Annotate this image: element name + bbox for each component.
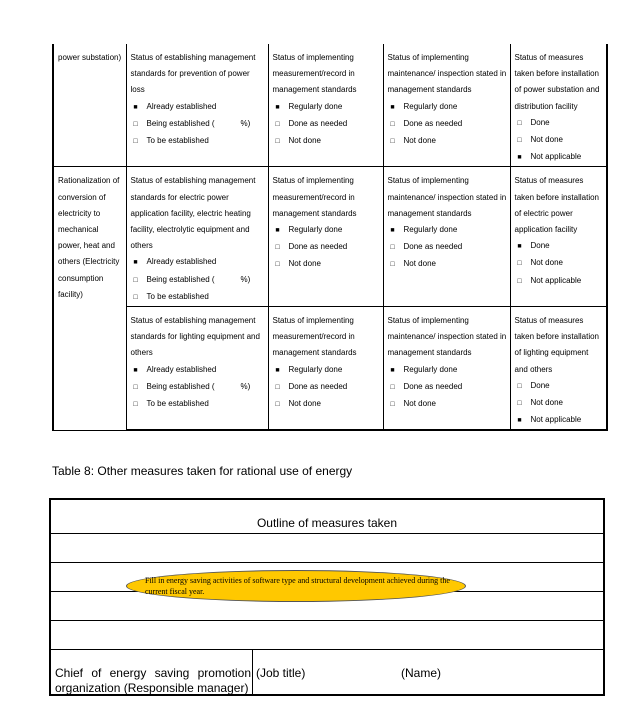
cell-question: Status of establishing management standards for lighting equipment and others <box>130 316 260 358</box>
status-cell <box>268 44 383 167</box>
checkbox-option[interactable] <box>273 99 380 116</box>
name-field: (Name) <box>401 666 442 680</box>
option-label: Done as needed <box>288 118 348 128</box>
unchecked-box-icon[interactable]: □ <box>275 138 280 146</box>
table-row <box>53 167 607 307</box>
checkbox-option[interactable] <box>273 362 380 379</box>
unchecked-box-icon[interactable]: □ <box>275 261 280 269</box>
option-label: Regularly done <box>288 225 343 235</box>
cell-question: Status of implementing measurement/record in management standards <box>272 53 357 95</box>
checkbox-option[interactable] <box>131 133 265 150</box>
checked-box-icon[interactable]: ■ <box>275 366 280 374</box>
status-cell <box>126 167 268 307</box>
checkbox-option[interactable] <box>131 379 265 396</box>
unchecked-box-icon[interactable]: □ <box>517 260 522 268</box>
unchecked-box-icon[interactable]: □ <box>390 383 395 391</box>
checkbox-option[interactable] <box>515 255 604 272</box>
option-label: Already established <box>146 257 217 267</box>
cell-question: Status of implementing maintenance/ inspection stated in management standards <box>387 176 507 218</box>
percent-label: %) <box>240 381 251 391</box>
status-cell <box>268 307 383 431</box>
unchecked-box-icon[interactable]: □ <box>275 244 280 252</box>
checkbox-option[interactable] <box>388 99 507 116</box>
option-label: Not done <box>403 399 436 409</box>
table-8-header: Outline of measures taken <box>256 516 398 530</box>
checkbox-option[interactable] <box>515 395 604 412</box>
option-label: Regularly done <box>403 101 458 111</box>
checkbox-option[interactable] <box>131 396 265 413</box>
cell-question: Status of measures taken before installation of electric power application facility <box>514 176 599 235</box>
option-label: Not done <box>530 258 563 268</box>
checkbox-option[interactable] <box>388 256 507 273</box>
checkbox-option[interactable] <box>388 116 507 133</box>
table-8-caption: Table 8: Other measures taken for rational use of energy <box>52 464 353 478</box>
option-label: Not done <box>288 136 321 146</box>
option-label: Done as needed <box>403 381 463 391</box>
checked-box-icon[interactable]: ■ <box>133 259 138 267</box>
checked-box-icon[interactable]: ■ <box>133 103 138 111</box>
option-label: Not done <box>403 259 436 269</box>
option-label: Done as needed <box>288 242 348 252</box>
option-label: To be established <box>146 291 209 301</box>
checkbox-option[interactable] <box>515 412 604 429</box>
instruction-note: Fill in energy saving activities of software type and structural development achieved during the current fiscal year. <box>126 570 466 602</box>
job-title-field: (Job title) <box>256 666 306 680</box>
row-divider <box>51 533 603 534</box>
checkbox-option[interactable] <box>388 396 507 413</box>
row-divider <box>51 620 603 621</box>
unchecked-box-icon[interactable]: □ <box>390 138 395 146</box>
checkbox-option[interactable] <box>388 222 507 239</box>
option-label: Done <box>530 380 550 390</box>
unchecked-box-icon[interactable]: □ <box>275 120 280 128</box>
checkbox-option[interactable] <box>131 254 265 271</box>
unchecked-box-icon[interactable]: □ <box>133 138 138 146</box>
option-label: Being established ( <box>146 381 215 391</box>
unchecked-box-icon[interactable]: □ <box>390 244 395 252</box>
cell-question: Status of implementing measurement/record in management standards <box>272 176 357 218</box>
checkbox-option[interactable] <box>388 379 507 396</box>
unchecked-box-icon[interactable]: □ <box>517 382 522 390</box>
status-cell <box>268 167 383 307</box>
checked-box-icon[interactable]: ■ <box>517 154 522 162</box>
checkbox-option[interactable] <box>131 99 265 116</box>
cell-question: Status of measures taken before installation of power substation and distribution facility <box>514 53 600 111</box>
option-label: Done as needed <box>403 242 463 252</box>
cell-question: Status of implementing measurement/record in management standards <box>272 316 357 358</box>
checkbox-option[interactable] <box>273 396 380 413</box>
checked-box-icon[interactable]: ■ <box>133 366 138 374</box>
checkbox-option[interactable] <box>273 379 380 396</box>
option-label: Not done <box>530 135 563 145</box>
row-divider <box>51 562 603 563</box>
option-label: Regularly done <box>288 364 343 374</box>
table-row <box>53 44 607 167</box>
option-label: Not done <box>403 136 436 146</box>
checkbox-option[interactable] <box>515 149 604 166</box>
option-label: Regularly done <box>403 364 458 374</box>
unchecked-box-icon[interactable]: □ <box>275 401 280 409</box>
checkbox-option[interactable] <box>388 133 507 150</box>
checkbox-option[interactable] <box>388 362 507 379</box>
option-label: Being established ( <box>146 118 215 128</box>
unchecked-box-icon[interactable]: □ <box>390 120 395 128</box>
checkbox-option[interactable] <box>515 132 604 149</box>
option-label: Done as needed <box>403 118 463 128</box>
status-cell <box>510 167 607 307</box>
option-label: To be established <box>146 399 209 409</box>
option-label: Not done <box>288 399 321 409</box>
option-label: Not applicable <box>530 275 582 285</box>
checkbox-option[interactable] <box>515 378 604 395</box>
checkbox-option[interactable] <box>515 238 604 255</box>
cell-question: Status of measures taken before installation of lighting equipment and others <box>514 316 599 374</box>
status-cell <box>510 307 607 431</box>
unchecked-box-icon[interactable]: □ <box>517 137 522 145</box>
checkbox-option[interactable] <box>131 362 265 379</box>
cell-question: Status of establishing management standards for prevention of power loss <box>130 53 256 95</box>
option-label: Not applicable <box>530 415 582 425</box>
option-label: Done as needed <box>288 381 348 391</box>
unchecked-box-icon[interactable]: □ <box>390 401 395 409</box>
table-8 <box>49 498 605 696</box>
checkbox-option[interactable] <box>273 222 380 239</box>
chief-label: Chief of energy saving promotion organization (Responsible manager) <box>55 666 251 695</box>
status-cell <box>383 44 510 167</box>
status-cell <box>510 44 607 167</box>
checkbox-option[interactable] <box>388 239 507 256</box>
checkbox-option[interactable] <box>131 272 265 289</box>
option-label: Not applicable <box>530 152 582 162</box>
checkbox-option[interactable] <box>273 239 380 256</box>
option-label: Not done <box>530 398 563 408</box>
checkbox-option[interactable] <box>131 289 265 306</box>
table-7-continued <box>52 44 608 431</box>
checkbox-option[interactable] <box>131 116 265 133</box>
option-label: Already established <box>146 101 217 111</box>
option-label: Regularly done <box>288 101 343 111</box>
option-label: Done <box>530 241 550 251</box>
status-cell <box>126 44 268 167</box>
option-label: Not done <box>288 259 321 269</box>
row-divider <box>51 649 603 650</box>
checkbox-option[interactable] <box>273 256 380 273</box>
checked-box-icon[interactable]: ■ <box>275 227 280 235</box>
unchecked-box-icon[interactable]: □ <box>133 293 138 301</box>
unchecked-box-icon[interactable]: □ <box>517 400 522 408</box>
option-label: To be established <box>146 136 209 146</box>
option-label: Done <box>530 117 550 127</box>
option-label: Being established ( <box>146 274 215 284</box>
category-cell: Rationalization of conversion of electricity to mechanical power, heat and others (Electricity consumption facility) <box>53 167 126 431</box>
checked-box-icon[interactable]: ■ <box>517 417 522 425</box>
status-cell <box>383 307 510 431</box>
unchecked-box-icon[interactable]: □ <box>517 119 522 127</box>
unchecked-box-icon[interactable]: □ <box>133 383 138 391</box>
cell-question: Status of establishing management standards for electric power application facility, electric heating facility, electrolytic equipment and others <box>130 176 256 251</box>
checked-box-icon[interactable]: ■ <box>275 103 280 111</box>
unchecked-box-icon[interactable]: □ <box>390 261 395 269</box>
checkbox-option[interactable] <box>273 116 380 133</box>
status-cell <box>383 167 510 307</box>
unchecked-box-icon[interactable]: □ <box>133 401 138 409</box>
unchecked-box-icon[interactable]: □ <box>133 276 138 284</box>
checked-box-icon[interactable]: ■ <box>390 103 395 111</box>
checkbox-option[interactable] <box>515 273 604 290</box>
option-label: Already established <box>146 364 217 374</box>
status-cell <box>126 307 268 431</box>
category-cell: power substation) <box>53 44 126 167</box>
checked-box-icon[interactable]: ■ <box>517 243 522 251</box>
unchecked-box-icon[interactable]: □ <box>517 277 522 285</box>
unchecked-box-icon[interactable]: □ <box>275 383 280 391</box>
table-row <box>53 307 607 431</box>
percent-label: %) <box>240 274 251 284</box>
column-divider <box>252 649 253 694</box>
checkbox-option[interactable] <box>515 115 604 132</box>
option-label: Regularly done <box>403 225 458 235</box>
checked-box-icon[interactable]: ■ <box>390 227 395 235</box>
unchecked-box-icon[interactable]: □ <box>133 120 138 128</box>
cell-question: Status of implementing maintenance/ inspection stated in management standards <box>387 53 507 95</box>
percent-label: %) <box>240 118 251 128</box>
cell-question: Status of implementing maintenance/ inspection stated in management standards <box>387 316 507 358</box>
checked-box-icon[interactable]: ■ <box>390 366 395 374</box>
checkbox-option[interactable] <box>273 133 380 150</box>
